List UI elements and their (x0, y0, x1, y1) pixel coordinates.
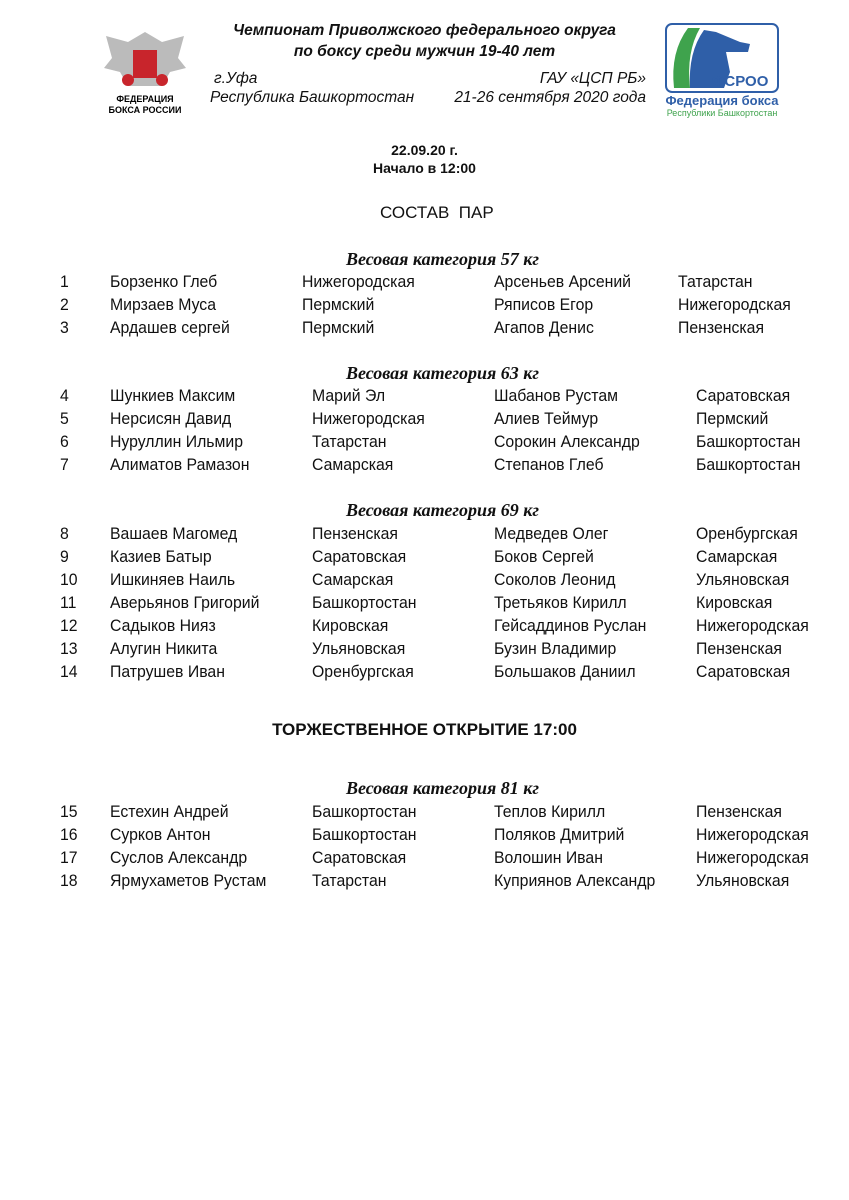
red-corner-name: Ярмухаметов Рустам (109, 871, 267, 890)
red-corner-region: Самарская (311, 570, 394, 589)
blue-corner-region: Нижегородская (695, 616, 809, 635)
red-corner-region: Ульяновская (311, 639, 406, 658)
blue-corner-name: Боков Сергей (493, 547, 594, 566)
bout-row (0, 455, 801, 478)
bout-number: 16 (59, 825, 78, 844)
red-corner-name: Мирзаев Муса (109, 295, 217, 314)
blue-corner-region: Башкортостан (695, 432, 801, 451)
blue-corner-region: Нижегородская (677, 295, 791, 314)
bout-row (0, 295, 790, 318)
blue-corner-name: Сорокин Александр (493, 432, 640, 451)
bout-date: 22.09.20 г. (391, 142, 458, 158)
red-corner-name: Борзенко Глеб (109, 272, 218, 291)
blue-corner-region: Ульяновская (695, 570, 790, 589)
svg-text:Федерация бокса: Федерация бокса (665, 93, 779, 108)
red-corner-name: Ишкиняев Наиль (109, 570, 236, 589)
bout-row (0, 318, 790, 341)
blue-corner-name: Шабанов Рустам (493, 386, 618, 405)
blue-corner-name: Ряписов Егор (493, 295, 594, 314)
blue-corner-name: Агапов Денис (493, 318, 594, 337)
venue: ГАУ «ЦСП РБ» (539, 70, 646, 87)
weight-category-title: Весовая категория 69 кг (345, 500, 540, 520)
blue-corner-region: Башкортостан (695, 455, 801, 474)
bout-row (0, 524, 798, 547)
bout-row (0, 570, 790, 593)
event-dates: 21-26 сентября 2020 года (454, 89, 646, 106)
red-corner-region: Саратовская (311, 848, 407, 867)
red-corner-name: Вашаев Магомед (109, 524, 238, 543)
red-corner-region: Башкортостан (311, 802, 417, 821)
red-corner-name: Суслов Александр (109, 848, 248, 867)
championship-title-line2: по боксу среди мужчин 19-40 лет (293, 43, 556, 60)
bout-row (0, 432, 801, 455)
red-corner-name: Патрушев Иван (109, 662, 225, 681)
blue-corner-name: Волошин Иван (493, 848, 603, 867)
bout-number: 9 (59, 547, 69, 566)
red-corner-region: Оренбургская (311, 662, 414, 681)
bout-number: 18 (59, 871, 78, 890)
bout-number: 15 (59, 802, 78, 821)
bout-number: 17 (59, 848, 78, 867)
blue-corner-name: Соколов Леонид (493, 570, 616, 589)
bout-number: 4 (59, 386, 69, 405)
bout-number: 6 (59, 432, 69, 451)
red-corner-name: Нуруллин Ильмир (109, 432, 244, 451)
red-corner-region: Пермский (301, 318, 375, 337)
bout-number: 3 (59, 318, 69, 337)
blue-corner-region: Саратовская (695, 386, 791, 405)
bout-number: 12 (59, 616, 78, 635)
bout-number: 10 (59, 570, 78, 589)
red-corner-name: Алиматов Рамазон (109, 455, 250, 474)
blue-corner-region: Пермский (695, 409, 769, 428)
red-corner-region: Марий Эл (311, 386, 386, 405)
red-corner-name: Нерсисян Давид (109, 409, 232, 428)
bout-row (0, 272, 790, 295)
bout-row (0, 871, 790, 894)
red-corner-name: Алугин Никита (109, 639, 218, 658)
bout-number: 13 (59, 639, 78, 658)
bout-row (0, 825, 809, 848)
bout-row (0, 547, 790, 570)
bout-number: 8 (59, 524, 69, 543)
blue-corner-name: Медведев Олег (493, 524, 609, 543)
svg-text:ФЕДЕРАЦИЯ: ФЕДЕРАЦИЯ (116, 94, 174, 104)
weight-category-title: Весовая категория 63 кг (345, 363, 540, 383)
bout-row (0, 802, 790, 825)
blue-corner-name: Куприянов Александр (493, 871, 656, 890)
red-corner-region: Пензенская (311, 524, 398, 543)
blue-corner-name: Третьяков Кирилл (493, 593, 627, 612)
svg-text:Республики Башкортостан: Республики Башкортостан (666, 108, 778, 118)
svg-text:ФСРОО: ФСРОО (711, 73, 769, 90)
city: г.Уфа (214, 70, 258, 87)
page-heading: СОСТАВ ПАР (380, 203, 494, 222)
red-corner-name: Шункиев Максим (109, 386, 236, 405)
red-corner-region: Саратовская (311, 547, 407, 566)
bout-row (0, 662, 790, 685)
blue-corner-region: Самарская (695, 547, 778, 566)
blue-corner-region: Нижегородская (695, 848, 809, 867)
blue-corner-region: Оренбургская (695, 524, 798, 543)
bout-row (0, 409, 790, 432)
blue-corner-region: Нижегородская (695, 825, 809, 844)
blue-corner-name: Теплов Кирилл (493, 802, 606, 821)
red-corner-name: Казиев Батыр (109, 547, 212, 566)
blue-corner-region: Пензенская (695, 802, 782, 821)
boxing-federation-russia-logo (98, 28, 192, 116)
red-corner-region: Татарстан (311, 871, 387, 890)
red-corner-name: Садыков Нияз (109, 616, 216, 635)
bout-number: 2 (59, 295, 69, 314)
blue-corner-region: Саратовская (695, 662, 791, 681)
region: Республика Башкортостан (210, 89, 415, 106)
bout-row (0, 593, 790, 616)
red-corner-region: Пермский (301, 295, 375, 314)
red-corner-name: Аверьянов Григорий (109, 593, 260, 612)
blue-corner-region: Кировская (695, 593, 773, 612)
bout-row (0, 616, 809, 639)
red-corner-region: Нижегородская (311, 409, 425, 428)
blue-corner-name: Степанов Глеб (493, 455, 604, 474)
blue-corner-name: Поляков Дмитрий (493, 825, 625, 844)
blue-corner-region: Пензенская (677, 318, 765, 337)
bout-number: 5 (59, 409, 69, 428)
red-corner-region: Самарская (311, 455, 394, 474)
blue-corner-name: Арсеньев Арсений (493, 272, 632, 291)
bout-row (0, 639, 790, 662)
weight-category-title: Весовая категория 81 кг (345, 778, 540, 798)
start-time: Начало в 12:00 (373, 160, 476, 176)
svg-text:БОКСА РОССИИ: БОКСА РОССИИ (108, 105, 182, 115)
blue-corner-name: Большаков Даниил (493, 662, 636, 681)
blue-corner-region: Татарстан (677, 272, 753, 291)
red-corner-region: Башкортостан (311, 593, 417, 612)
blue-corner-name: Гейсаддинов Руслан (493, 616, 647, 635)
bout-number: 14 (59, 662, 78, 681)
championship-title-line1: Чемпионат Приволжского федерального округа (233, 22, 616, 39)
bout-number: 1 (59, 272, 69, 291)
bout-number: 11 (59, 593, 77, 612)
blue-corner-region: Ульяновская (695, 871, 790, 890)
red-corner-region: Татарстан (311, 432, 387, 451)
bout-row (0, 386, 790, 409)
bout-number: 7 (59, 455, 69, 474)
red-corner-name: Сурков Антон (109, 825, 211, 844)
red-corner-name: Ардашев сергей (109, 318, 230, 337)
blue-corner-name: Алиев Теймур (493, 409, 599, 428)
opening-ceremony: ТОРЖЕСТВЕННОЕ ОТКРЫТИЕ 17:00 (272, 720, 577, 739)
blue-corner-region: Пензенская (695, 639, 782, 658)
red-corner-region: Кировская (311, 616, 389, 635)
blue-corner-name: Бузин Владимир (493, 639, 617, 658)
bout-row (0, 848, 809, 871)
red-corner-name: Естехин Андрей (109, 802, 229, 821)
red-corner-region: Башкортостан (311, 825, 417, 844)
red-corner-region: Нижегородская (301, 272, 415, 291)
weight-category-title: Весовая категория 57 кг (345, 249, 540, 269)
